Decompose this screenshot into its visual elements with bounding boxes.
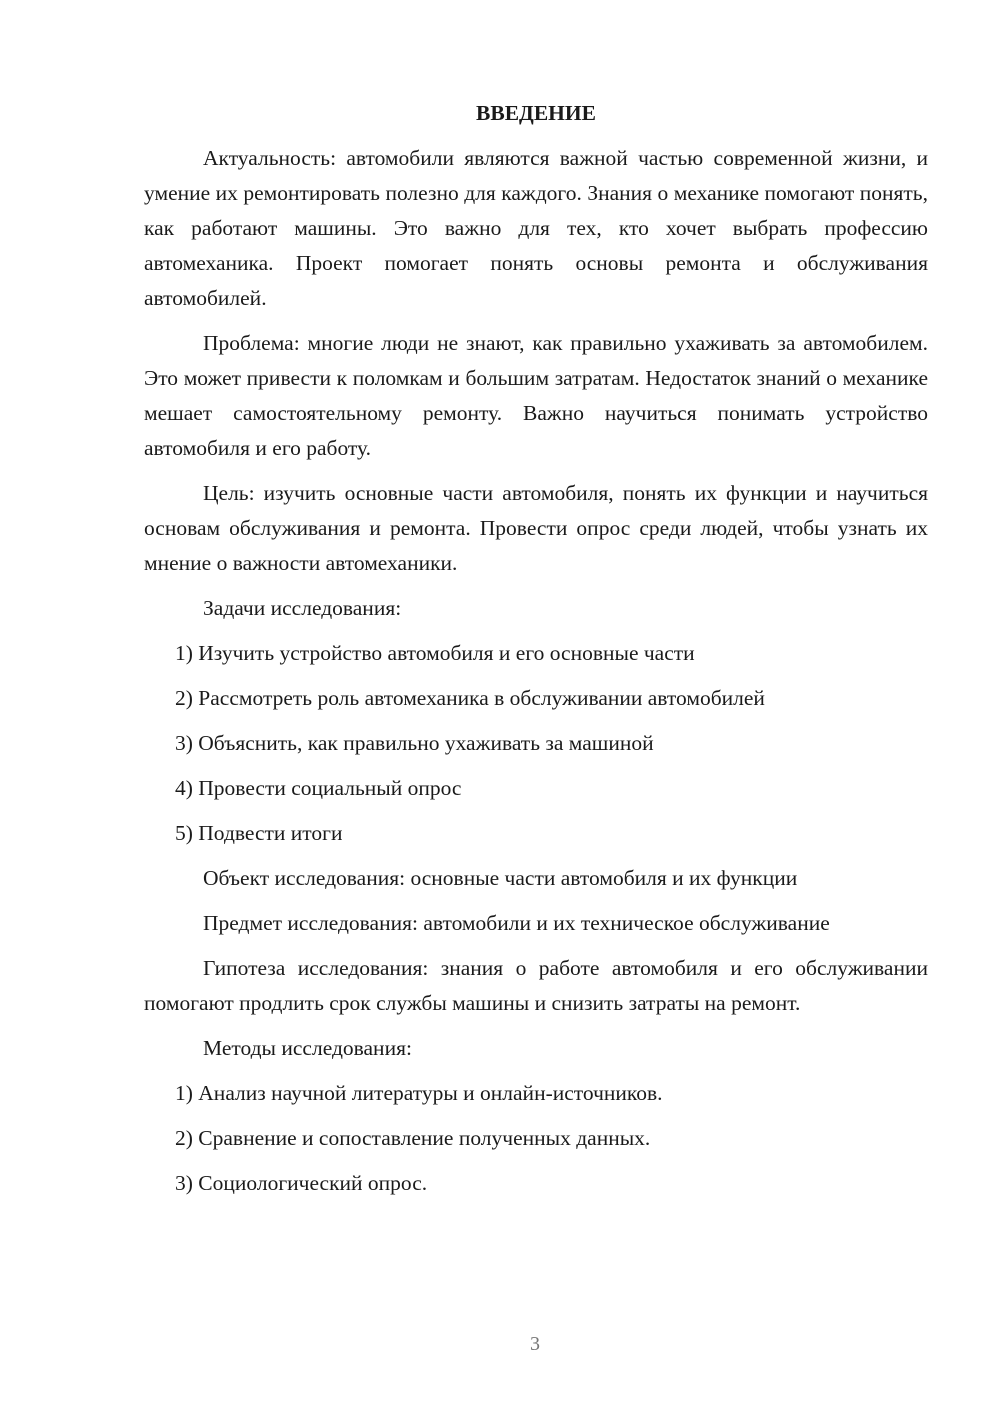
subject-paragraph: Предмет исследования: автомобили и их техническое обслуживание — [203, 911, 830, 935]
task-item: 2) Рассмотреть роль автомеханика в обслуживании автомобилей — [175, 686, 765, 710]
method-item: 2) Сравнение и сопоставление полученных данных. — [175, 1126, 651, 1150]
object-paragraph: Объект исследования: основные части автомобиля и их функции — [203, 866, 798, 890]
task-item: 4) Провести социальный опрос — [175, 776, 462, 800]
page-content — [144, 96, 928, 1211]
task-item: 3) Объяснить, как правильно ухаживать за машиной — [175, 731, 654, 755]
page-number: 3 — [530, 1333, 540, 1355]
method-item: 3) Социологический опрос. — [175, 1171, 428, 1195]
goal-paragraph: Цель: изучить основные части автомобиля, понять их функции и научиться основам обслуживания и ремонта. Провести опрос среди людей, чтобы узнать их мнение о важности автомеханики. — [144, 481, 928, 575]
section-title: ВВЕДЕНИЕ — [476, 101, 596, 125]
tasks-list — [144, 636, 928, 851]
task-item: 1) Изучить устройство автомобиля и его основные части — [175, 641, 695, 665]
methods-list — [144, 1076, 928, 1201]
task-item: 5) Подвести итоги — [175, 821, 343, 845]
methods-heading: Методы исследования: — [203, 1036, 412, 1060]
relevance-paragraph: Актуальность: автомобили являются важной частью современной жизни, и умение их ремонтировать полезно для каждого. Знания о механике помогают понять, как работают машины. Это важно для тех, кто хочет выбрать профессию автомеханика. Проект помогает понять основы ремонта и обслуживания автомобилей. — [144, 146, 928, 310]
problem-paragraph: Проблема: многие люди не знают, как правильно ухаживать за автомобилем. Это может привести к поломкам и большим затратам. Недостаток знаний о механике мешает самостоятельному ремонту. Важно научиться понимать устройство автомобиля и его работу. — [144, 331, 928, 460]
tasks-heading: Задачи исследования: — [203, 596, 402, 620]
method-item: 1) Анализ научной литературы и онлайн-источников. — [175, 1081, 663, 1105]
hypothesis-paragraph: Гипотеза исследования: знания о работе автомобиля и его обслуживании помогают продлить срок службы машины и снизить затраты на ремонт. — [144, 956, 928, 1015]
